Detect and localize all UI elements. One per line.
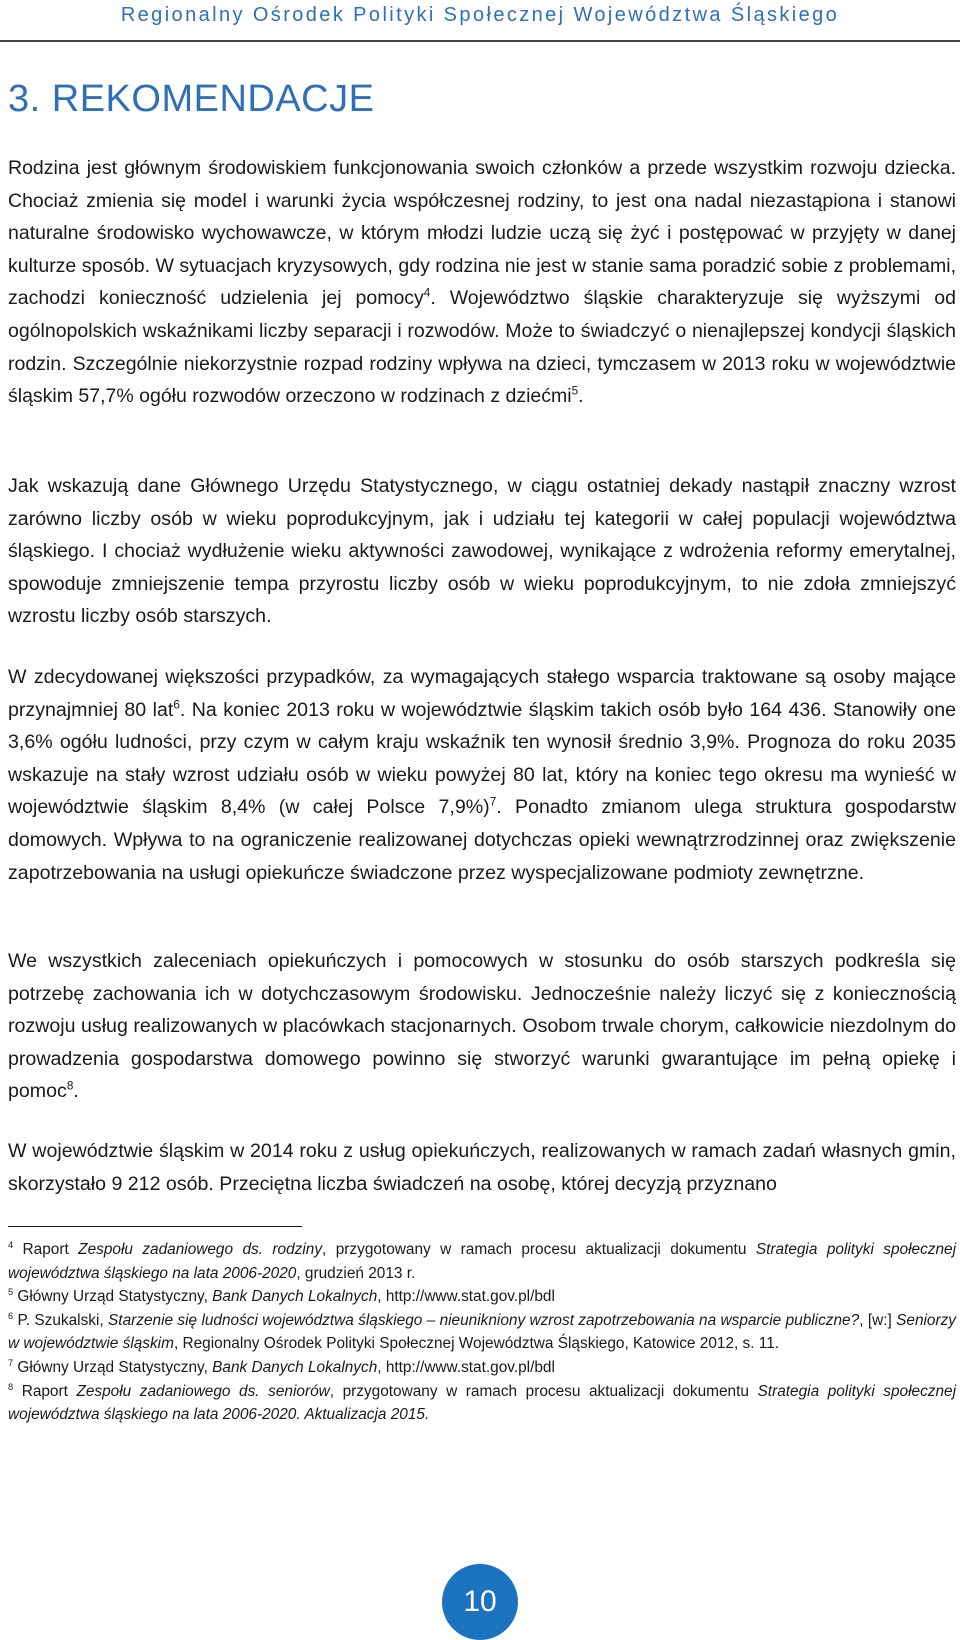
footnote-text: Raport xyxy=(13,1241,79,1258)
page-header xyxy=(0,0,960,42)
footnote-number: 4 xyxy=(8,1239,14,1250)
paragraph-text: . Na koniec 2013 roku w województwie śląskim takich osób było 164 436. Stanowiły one 3,6% ogółu ludności, przy czym w całym kraju wskaźnik ten wynosił średnio 3,9%. Prognoza do roku 2035 wskazuje na stały wzrost udziału osób w wieku powyżej 80 lat, który na koniec tego okresu ma wynieść w województwie śląskim 8,4% (w całej Polsce 7,9%) xyxy=(8,698,956,819)
footnote-text xyxy=(260,1383,269,1400)
footnote-text: Główny Urząd Statystyczny, xyxy=(13,1288,213,1306)
paragraph-care-services: W województwie śląskim w 2014 roku z usług opiekuńczych, realizowanych w ramach zadań własnych gmin, skorzystało 9 212 osób. Przeciętna liczba świadczeń na osobę, której decyzją przyznano xyxy=(8,1140,956,1195)
footnote-text: , przygotowany w ramach procesu aktualizacji dokumentu xyxy=(322,1241,756,1258)
footnote-text: , Regionalny Ośrodek Polityki Społecznej Województwa Śląskiego, Katowice 2012, s. 11. xyxy=(173,1335,780,1353)
footnote-text: P. Szukalski, xyxy=(13,1311,109,1329)
paragraph-text: We wszystkich zaleceniach opiekuńczych i pomocowych w stosunku do osób starszych podkreśla się potrzebę zachowania ich w dotychczasowym środowisku. Jednocześnie należy liczyć się z koniecznością rozwoju usług realizowanych w placówkach stacjonarnych. Osobom trwale chorym, całkowicie niezdolnym do prowadzenia gospodarstwa domowego powinno się stworzyć warunki gwarantujące im pełną opiekę i pomoc xyxy=(8,950,956,1103)
footnote-ref-6[interactable]: 6 xyxy=(173,698,180,712)
footnote-italic: Starzenie się ludności województwa śląskiego – nieunikniony wzrost zapotrzebowania na wsparcie publiczne? xyxy=(108,1311,860,1329)
paragraph-family xyxy=(8,152,956,413)
footnote-5 xyxy=(8,1285,956,1309)
footnote-italic: Zespołu zadaniowego ds. xyxy=(78,1241,263,1258)
paragraph-text: . Województwo śląskie charakteryzuje się wyższymi od ogólnopolskich wskaźnikami liczby separacji i rozwodów. Może to świadczyć o nienajlepszej kondycji śląskich rodzin. Szczególnie niekorzystnie rozpad rodziny wpływa na dzieci, tymczasem w 2013 roku w województwie śląskim 57,7% ogółu rozwodów orzeczono w rodzinach z dziećmi xyxy=(8,287,956,408)
footnote-ref-5[interactable]: 5 xyxy=(571,384,579,398)
footnote-divider xyxy=(8,1226,302,1227)
page-number-badge: 10 xyxy=(442,1564,518,1640)
footnote-italic: Zespołu zadaniowego ds. xyxy=(76,1382,260,1400)
footnote-italic: Strategia polityki społecznej województwa śląskiego na lata 2006-2020. Aktualizacja 2015. xyxy=(8,1382,957,1424)
paragraph-text: . xyxy=(73,1080,79,1103)
footnote-text: Raport xyxy=(13,1382,77,1400)
paragraph-text: . xyxy=(578,385,584,408)
footnote-italic: Strategia polityki społecznej województwa śląskiego na lata 2006-2020 xyxy=(8,1241,957,1282)
header-org-name: Regionalny Ośrodek Polityki Społecznej Województwa Śląskiego xyxy=(120,4,840,26)
footnote-link-text: , http://www.stat.gov.pl/bdl xyxy=(377,1358,555,1376)
footnote-link-text: , http://www.stat.gov.pl/bdl xyxy=(377,1288,555,1306)
footnote-text xyxy=(263,1241,272,1258)
footnote-italic: seniorów xyxy=(268,1382,330,1400)
footnotes xyxy=(8,1238,956,1427)
paragraph-text: W zdecydowanej większości przypadków, za wymagających stałego wsparcia traktowane są osoby mające przynajmniej 80 lat xyxy=(8,666,956,721)
footnote-text: , [w:] xyxy=(859,1311,897,1329)
footnote-6 xyxy=(8,1309,956,1356)
footnote-ref-8[interactable]: 8 xyxy=(66,1079,74,1093)
footnote-text: , przygotowany w ramach procesu aktualizacji dokumentu xyxy=(329,1382,758,1400)
footnote-ref-7[interactable]: 7 xyxy=(489,795,497,809)
footnote-ref-4[interactable]: 4 xyxy=(423,286,431,300)
footnote-italic: Bank Danych Lokalnych xyxy=(212,1288,378,1306)
footnote-number: 5 xyxy=(8,1287,14,1298)
footnote-text: , grudzień 2013 r. xyxy=(296,1264,416,1282)
paragraph-text: . Ponadto zmianom ulega struktura gospodarstw domowych. Wpływa to na ograniczenie realizowanej dotychczas opieki wewnątrzrodzinnej oraz zwiększenie zapotrzebowania na usługi opiekuńcze świadczone przez wyspecjalizowane podmioty zewnętrzne. xyxy=(8,796,956,884)
paragraph-care-recommendations xyxy=(8,945,956,1108)
section-title: 3. REKOMENDACJE xyxy=(8,78,375,120)
footnote-7 xyxy=(8,1356,956,1380)
footnote-number: 6 xyxy=(8,1310,14,1321)
footnote-italic: rodziny xyxy=(272,1241,323,1258)
paragraph-demography: Jak wskazują dane Głównego Urzędu Statystycznego, w ciągu ostatniej dekady nastąpił znaczny wzrost zarówno liczby osób w wieku poprodukcyjnym, jak i udziału tej kategorii w całej populacji województwa śląskiego. I chociaż wydłużenie wieku aktywności zawodowej, wynikające z wdrożenia reformy emerytalnej, spowoduje zmniejszenie tempa przyrostu liczby osób w wieku poprodukcyjnym, to nie zdoła zmniejszyć wzrostu liczby osób starszych. xyxy=(8,475,956,628)
footnote-number: 8 xyxy=(8,1381,14,1392)
footnote-4 xyxy=(8,1238,956,1285)
footnote-italic: Bank Danych Lokalnych xyxy=(212,1358,378,1376)
footnote-text: Główny Urząd Statystyczny, xyxy=(13,1358,213,1376)
footnote-italic: Seniorzy w województwie śląskim xyxy=(8,1311,957,1353)
footnote-number: 7 xyxy=(8,1357,14,1368)
footnote-8 xyxy=(8,1380,956,1427)
paragraph-elderly xyxy=(8,661,956,889)
paragraph-text: Rodzina jest głównym środowiskiem funkcjonowania swoich członków a przede wszystkim rozwoju dziecka. Chociaż zmienia się model i warunki życia współczesnej rodziny, to jest ona nadal niezastąpiona i stanowi naturalne środowisko wychowawcze, w którym młodzi ludzie uczą się żyć i postępować w przyjęty w danej kulturze sposób. W sytuacjach kryzysowych, gdy rodzina nie jest w stanie sama poradzić sobie z problemami, zachodzi konieczność udzielenia jej pomocy xyxy=(8,157,956,310)
